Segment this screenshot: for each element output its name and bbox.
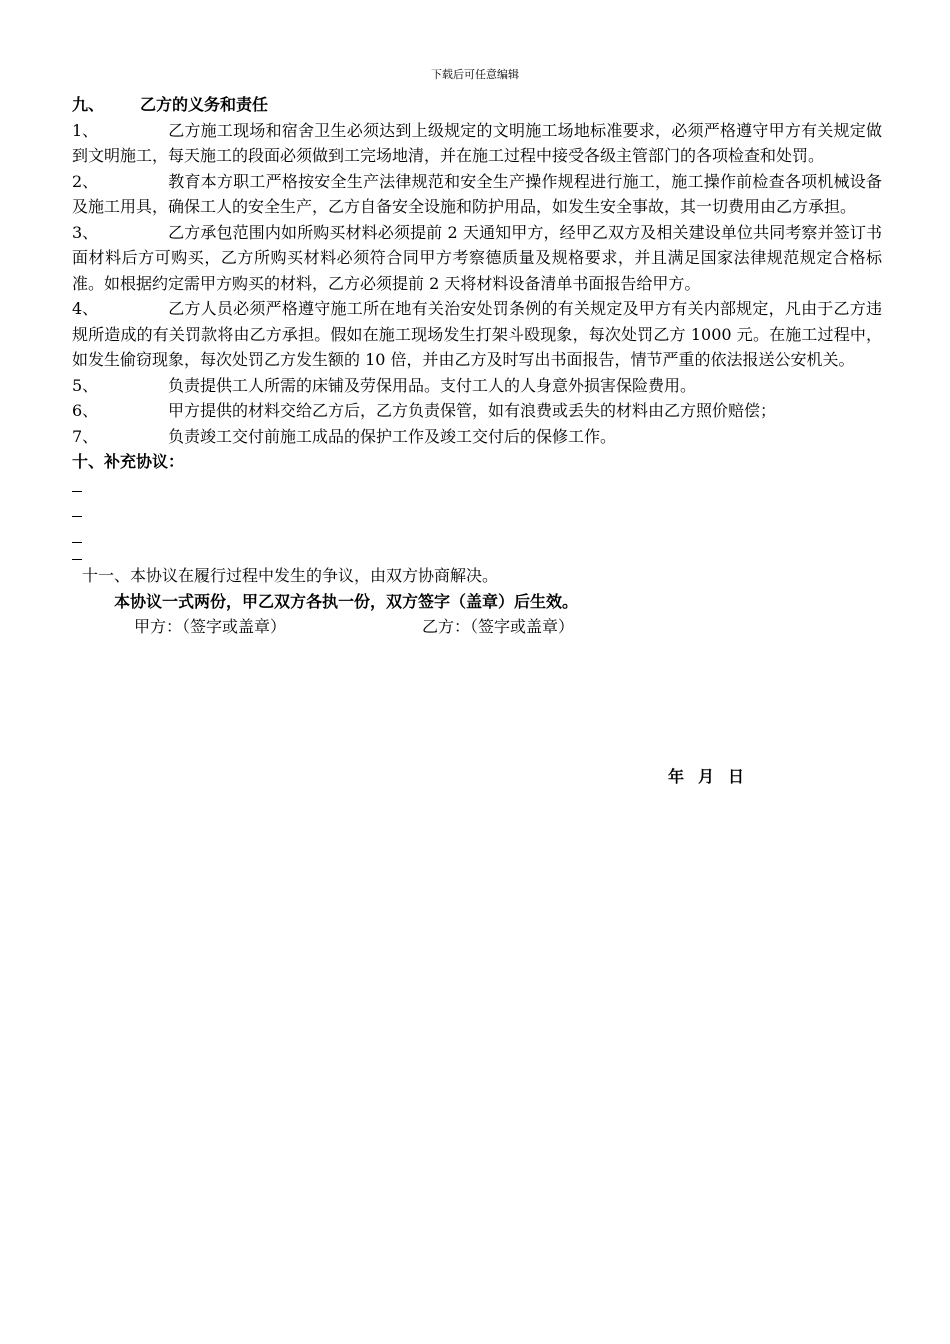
date-day: 日 — [728, 767, 745, 786]
list-item-1: 1、 乙方施工现场和宿舍卫生必须达到上级规定的文明施工场地标准要求，必须严格遵守甲方有关规定做到文明施工，每天施工的段面必须做到工完场地清，并在施工过程中接受各级主管部门的各项检查和处罚。 — [72, 120, 882, 165]
item-2-text: 教育本方职工严格按安全生产法律规范和安全生产操作规程进行施工，施工操作前检查各项机械设备及施工用具，确保工人的安全生产，乙方自备安全设施和防护用品，如发生安全事故，其一切费用由乙方承担。 — [72, 171, 882, 216]
header-note: 下载后可任意编辑 — [431, 68, 519, 81]
date-year: 年 — [668, 767, 685, 786]
item-6-text: 甲方提供的材料交给乙方后，乙方负责保管，如有浪费或丢失的材料由乙方照价赔偿； — [168, 401, 777, 420]
list-item-7: 7、 负责竣工交付前施工成品的保护工作及竣工交付后的保修工作。 — [72, 426, 617, 446]
blank-line — [72, 475, 882, 501]
list-item-4: 4、 乙方人员必须严格遵守施工所在地有关治安处罚条例的有关规定及甲方有关内部规定，凡由于乙方违规所造成的有关罚款将由乙方承担。假如在施工现场发生打架斗殴现象，每次处罚乙方 1000 元。在施工过程中，如发生偷窃现象，每次处罚乙方发生额的 10 倍，并由乙方及时写出书面报告，情节严重的依法报送公安机关。 — [72, 299, 882, 369]
section-9-title: 乙方的义务和责任 — [140, 95, 269, 114]
blank-dash — [72, 475, 82, 492]
copies-note: 本协议一式两份，甲乙双方各执一份，双方签字（盖章）后生效。 — [114, 591, 579, 611]
party-a-signature: 甲方：（签字或盖章） — [134, 617, 287, 636]
list-item-3: 3、 乙方承包范围内如所购买材料必须提前 2 天通知甲方，经甲乙双方及相关建设单位共同考察并签订书面材料后方可购买，乙方所购买材料必须符合同甲方考察德质量及规格要求，并且满足国家法律规范规定合格标准。如根据约定需甲方购买的材料，乙方必须提前 2 天将材料设备清单书面报告给甲方。 — [72, 222, 882, 293]
signature-row — [72, 614, 882, 640]
list-item-6: 6、 甲方提供的材料交给乙方后，乙方负责保管，如有浪费或丢失的材料由乙方照价赔偿； — [72, 401, 777, 420]
party-b-signature: 乙方：（签字或盖章） — [422, 617, 575, 636]
item-5-text: 负责提供工人所需的床铺及劳保用品。支付工人的人身意外损害保险费用。 — [168, 375, 697, 395]
list-item-5: 5、 负责提供工人所需的床铺及劳保用品。支付工人的人身意外损害保险费用。 — [72, 375, 697, 395]
list-item-2: 2、 教育本方职工严格按安全生产法律规范和安全生产操作规程进行施工，施工操作前检查各项机械设备及施工用具，确保工人的安全生产，乙方自备安全设施和防护用品，如发生安全事故，其一切费用由乙方承担。 — [72, 171, 882, 216]
date-row — [668, 764, 758, 787]
section-10-heading: 十、补充协议： — [72, 452, 185, 471]
blank-dash — [72, 526, 82, 543]
item-1-text: 乙方施工现场和宿舍卫生必须达到上级规定的文明施工场地标准要求，必须严格遵守甲方有关规定做到文明施工，每天施工的段面必须做到工完场地清，并在施工过程中接受各级主管部门的各项检查和处罚。 — [72, 120, 882, 165]
blank-line — [72, 500, 882, 526]
supplement-blank-lines — [72, 475, 882, 564]
document-body — [72, 92, 882, 640]
blank-line — [72, 526, 882, 552]
section-11-dispute: 十一、本协议在履行过程中发生的争议，由双方协商解决。 — [82, 566, 499, 585]
blank-dash — [72, 551, 82, 560]
blank-dash — [72, 500, 82, 517]
section-9-number: 九、 — [72, 95, 105, 114]
blank-line — [72, 551, 882, 563]
item-7-text: 负责竣工交付前施工成品的保护工作及竣工交付后的保修工作。 — [168, 426, 617, 446]
date-month: 月 — [698, 767, 715, 786]
section-9-heading — [72, 92, 882, 118]
item-4-text: 乙方人员必须严格遵守施工所在地有关治安处罚条例的有关规定及甲方有关内部规定，凡由于乙方违规所造成的有关罚款将由乙方承担。假如在施工现场发生打架斗殴现象，每次处罚乙方 1000 元。在施工过程中，如发生偷窃现象，每次处罚乙方发生额的 10 倍，并由乙方及时写出书面报告，情节严重的依法报送公安机关。 — [72, 299, 882, 369]
item-3-text: 乙方承包范围内如所购买材料必须提前 2 天通知甲方，经甲乙双方及相关建设单位共同考察并签订书面材料后方可购买，乙方所购买材料必须符合同甲方考察德质量及规格要求，并且满足国家法律规范规定合格标准。如根据约定需甲方购买的材料，乙方必须提前 2 天将材料设备清单书面报告给甲方。 — [72, 222, 882, 293]
section-9-items — [72, 118, 882, 450]
